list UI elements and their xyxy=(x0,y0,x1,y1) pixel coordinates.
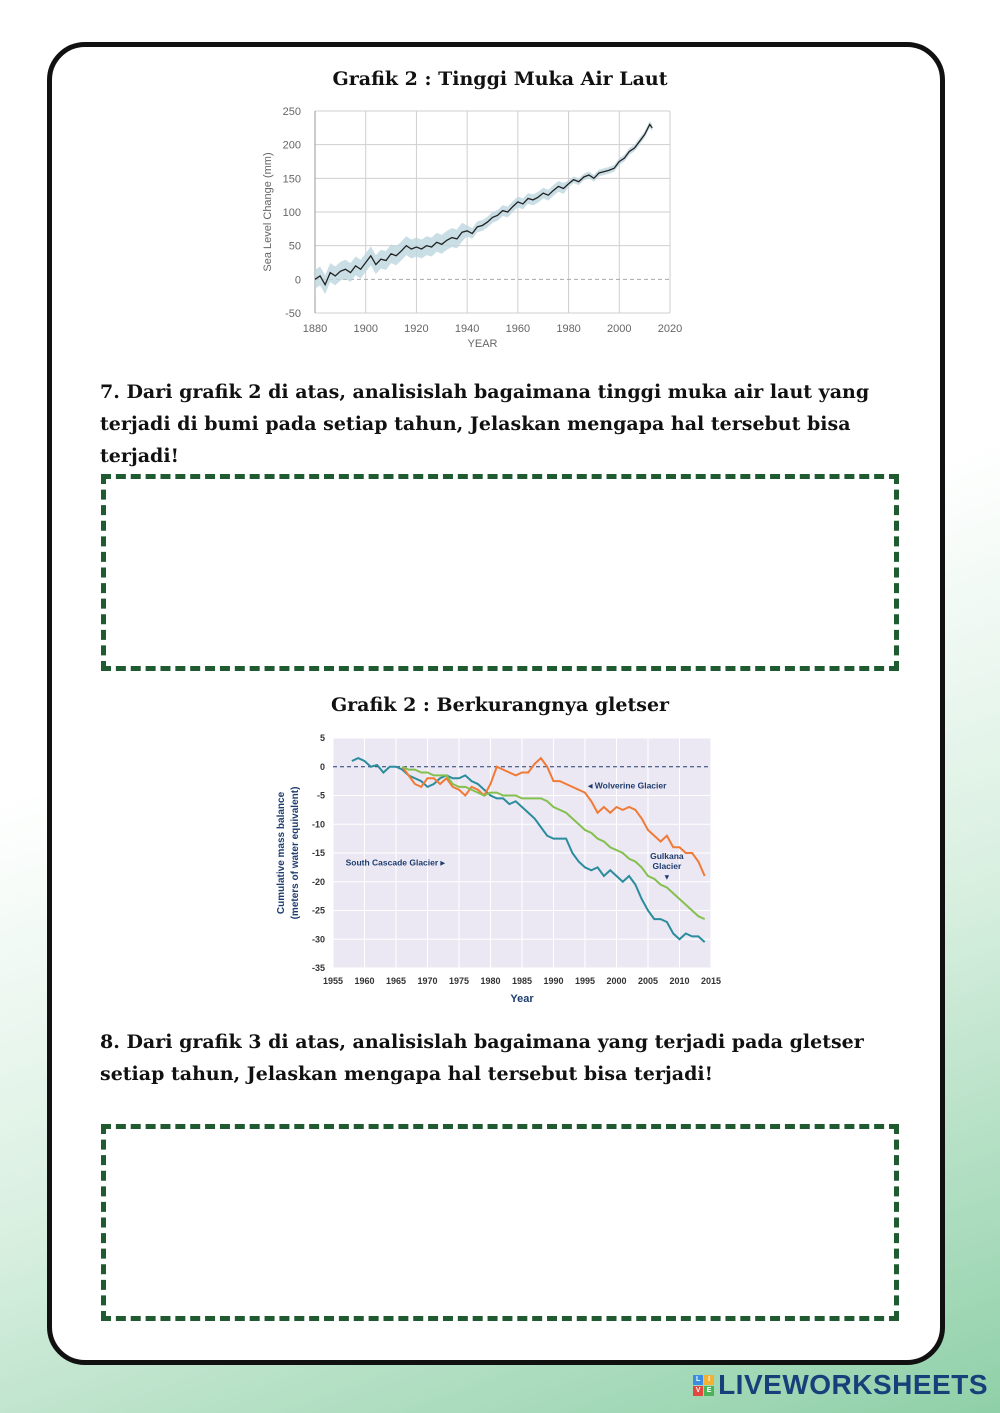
answer-box-7[interactable] xyxy=(101,474,899,671)
y-axis-label-line1: Cumulative mass balance xyxy=(276,791,287,915)
annotation-gulkana-1: Gulkana xyxy=(650,850,684,861)
x-tick-label: 1980 xyxy=(556,323,581,335)
y-tick-label: 50 xyxy=(288,240,301,253)
sea-level-chart xyxy=(255,98,685,368)
x-tick-label: 1985 xyxy=(511,976,533,986)
x-tick-label: 1965 xyxy=(385,976,407,986)
chart2-title: Grafik 2 : Berkurangnya gletser xyxy=(330,694,670,716)
x-tick-label: 2005 xyxy=(637,976,659,986)
logo-text: LIVEWORKSHEETS xyxy=(718,1369,988,1400)
y-tick-label: -15 xyxy=(311,848,325,858)
x-tick-label: 1900 xyxy=(353,323,378,335)
y-axis-label-line2: (meters of water equivalent) xyxy=(290,786,301,920)
y-tick-label: 5 xyxy=(319,733,325,743)
y-axis-label: Sea Level Change (mm) xyxy=(262,152,274,272)
y-tick-label: -25 xyxy=(311,905,325,916)
y-tick-label: 0 xyxy=(319,761,325,772)
y-tick-label: -30 xyxy=(311,934,325,945)
glacier-mass-chart xyxy=(268,728,728,1013)
x-tick-label: 2000 xyxy=(607,323,632,335)
y-tick-label: 200 xyxy=(282,139,301,152)
x-tick-label: 1980 xyxy=(480,976,501,986)
logo-mark-icon: L I V E xyxy=(693,1375,714,1396)
question-7: 7. Dari grafik 2 di atas, analisislah bagaimana tinggi muka air laut yang terjadi di bumi pada setiap tahun, Jelaskan mengapa hal tersebut bisa terjadi! xyxy=(100,381,870,467)
x-tick-label: 1880 xyxy=(302,323,328,335)
x-axis-label: YEAR xyxy=(467,338,498,350)
chart1-title: Grafik 2 : Tinggi Muka Air Laut xyxy=(332,68,668,90)
x-tick-label: 1960 xyxy=(354,976,375,986)
x-tick-label: 1990 xyxy=(543,976,564,986)
x-tick-label: 1995 xyxy=(574,976,596,986)
annotation-gulkana-arrow: ▾ xyxy=(664,872,669,882)
question-8: 8. Dari grafik 3 di atas, analisislah bagaimana yang terjadi pada gletser setiap tahun, Jelaskan mengapa hal tersebut bisa terjadi! xyxy=(100,1031,864,1085)
x-tick-label: 1975 xyxy=(448,976,470,986)
x-tick-label: 1960 xyxy=(505,323,531,335)
liveworksheets-logo[interactable] xyxy=(693,1367,988,1403)
y-tick-label: -5 xyxy=(316,790,325,801)
x-tick-label: 2015 xyxy=(700,976,722,986)
x-tick-label: 1955 xyxy=(322,976,344,986)
y-tick-label: 100 xyxy=(282,207,301,219)
x-axis-label: Year xyxy=(510,993,534,1005)
y-tick-label: -50 xyxy=(285,308,301,320)
x-tick-label: 1970 xyxy=(417,976,438,986)
y-tick-label: -35 xyxy=(311,963,325,973)
x-tick-label: 1920 xyxy=(404,323,429,335)
answer-box-8[interactable] xyxy=(101,1124,899,1321)
y-tick-label: 0 xyxy=(294,274,301,287)
annotation-gulkana-2: Glacier xyxy=(652,861,682,872)
x-tick-label: 1940 xyxy=(454,323,480,335)
y-tick-label: 250 xyxy=(282,106,301,118)
y-tick-label: 150 xyxy=(282,173,301,186)
annotation-wolverine: ◂ Wolverine Glacier xyxy=(588,780,667,791)
annotation-south-cascade: South Cascade Glacier ▸ xyxy=(345,857,445,868)
x-tick-label: 2010 xyxy=(669,976,690,986)
x-tick-label: 2020 xyxy=(657,323,683,335)
y-tick-label: -20 xyxy=(311,876,325,887)
y-tick-label: -10 xyxy=(311,819,325,830)
x-tick-label: 2000 xyxy=(606,976,627,986)
